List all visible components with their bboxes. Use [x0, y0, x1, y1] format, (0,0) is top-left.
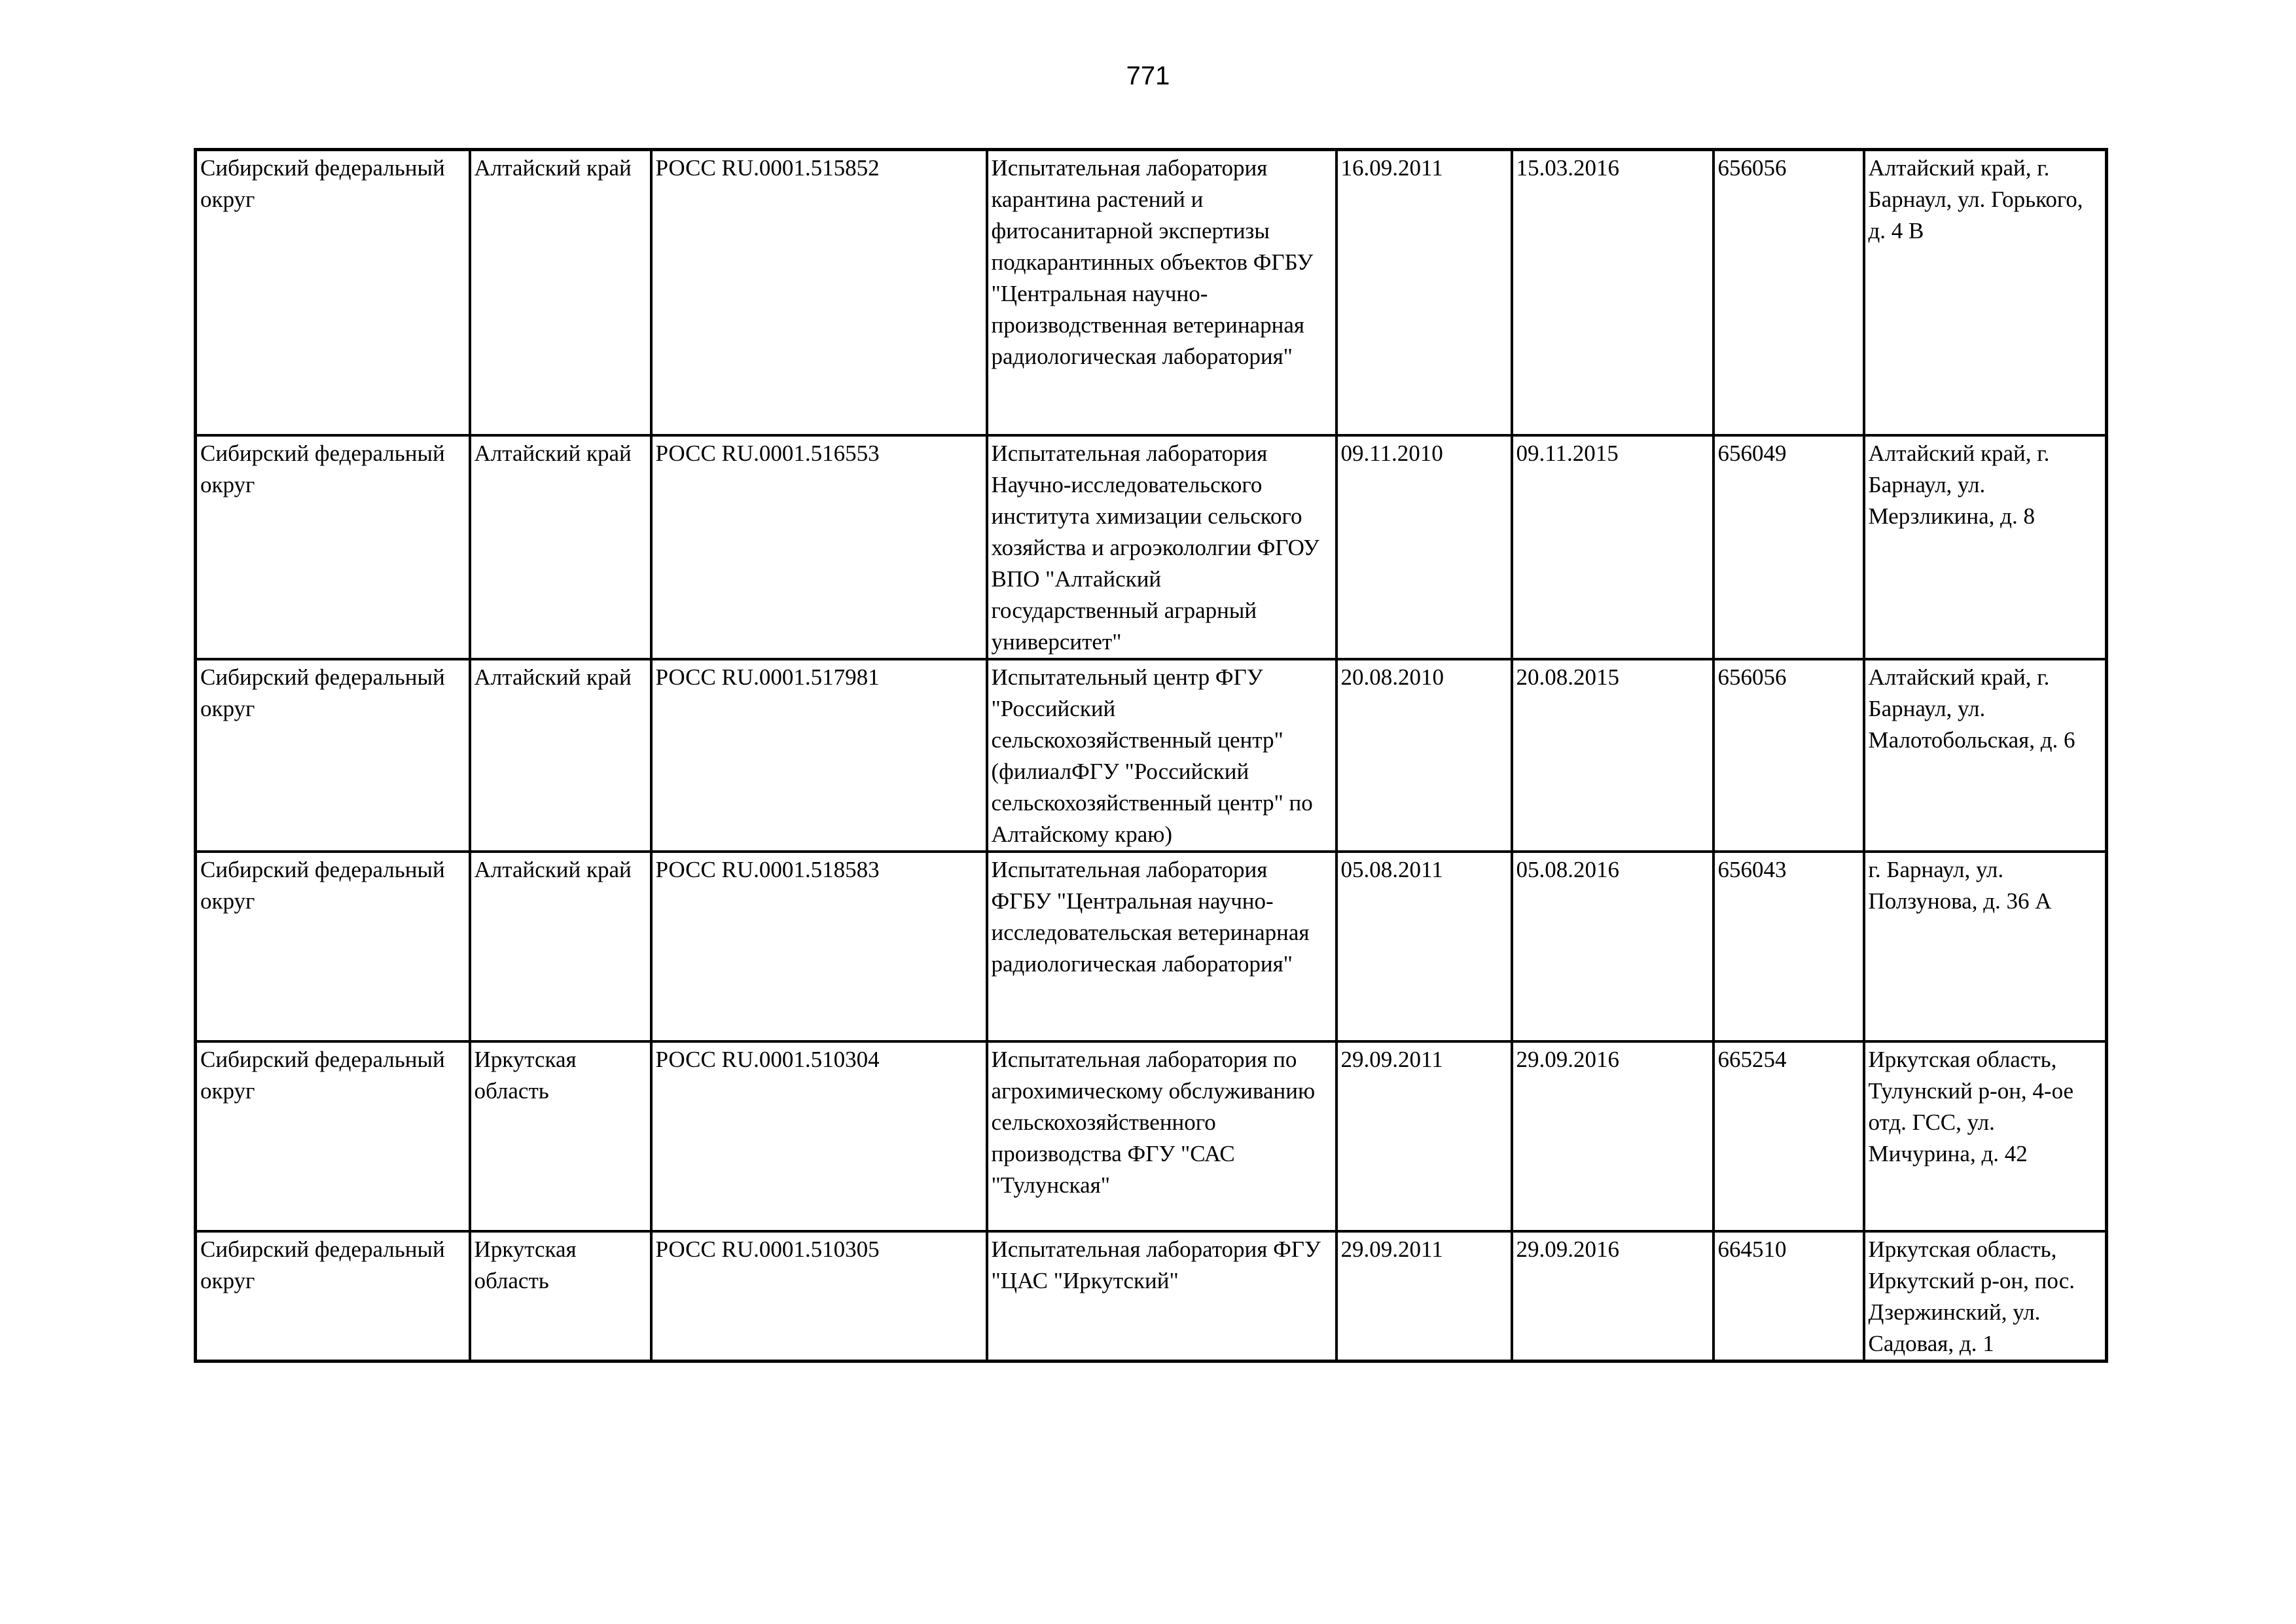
reg-number-cell: РОСС RU.0001.517981 [651, 659, 987, 852]
table-row [196, 1231, 2107, 1362]
date-to-cell: 09.11.2015 [1512, 435, 1713, 659]
table-row [196, 852, 2107, 1041]
district-cell: Сибирский федеральный округ [196, 659, 470, 852]
registry-table [194, 148, 2108, 1363]
district-cell: Сибирский федеральный округ [196, 1231, 470, 1362]
date-from-cell: 20.08.2010 [1336, 659, 1512, 852]
region-cell: Алтайский край [470, 150, 651, 436]
organization-cell: Испытательная лаборатория по агрохимическому обслуживанию сельскохозяйственного производства ФГУ "САС "Тулунская" [987, 1041, 1336, 1231]
reg-number-cell: РОСС RU.0001.510304 [651, 1041, 987, 1231]
address-cell: Алтайский край, г. Барнаул, ул. Малотобольская, д. 6 [1864, 659, 2107, 852]
district-cell: Сибирский федеральный округ [196, 1041, 470, 1231]
reg-number-cell: РОСС RU.0001.515852 [651, 150, 987, 436]
page-number: 771 [1126, 62, 1170, 90]
postal-code-cell: 656056 [1713, 659, 1864, 852]
address-cell: г. Барнаул, ул. Ползунова, д. 36 А [1864, 852, 2107, 1041]
date-from-cell: 16.09.2011 [1336, 150, 1512, 436]
date-from-cell: 05.08.2011 [1336, 852, 1512, 1041]
district-cell: Сибирский федеральный округ [196, 435, 470, 659]
region-cell: Иркутская область [470, 1041, 651, 1231]
date-from-cell: 29.09.2011 [1336, 1041, 1512, 1231]
table-row [196, 1041, 2107, 1231]
district-cell: Сибирский федеральный округ [196, 150, 470, 436]
region-cell: Алтайский край [470, 435, 651, 659]
organization-cell: Испытательная лаборатория ФГБУ "Центральная научно-исследовательская ветеринарная радиологическая лаборатория" [987, 852, 1336, 1041]
region-cell: Алтайский край [470, 852, 651, 1041]
region-cell: Алтайский край [470, 659, 651, 852]
address-cell: Алтайский край, г. Барнаул, ул. Горького, д. 4 В [1864, 150, 2107, 436]
organization-cell: Испытательный центр ФГУ "Российский сельскохозяйственный центр" (филиалФГУ "Российский сельскохозяйственный центр" по Алтайскому краю) [987, 659, 1336, 852]
organization-cell: Испытательная лаборатория Научно-исследовательского института химизации сельского хозяйства и агроэкололгии ФГОУ ВПО "Алтайский государственный аграрный университет" [987, 435, 1336, 659]
district-cell: Сибирский федеральный округ [196, 852, 470, 1041]
postal-code-cell: 656043 [1713, 852, 1864, 1041]
date-from-cell: 29.09.2011 [1336, 1231, 1512, 1362]
table-row [196, 150, 2107, 436]
date-from-cell: 09.11.2010 [1336, 435, 1512, 659]
date-to-cell: 05.08.2016 [1512, 852, 1713, 1041]
reg-number-cell: РОСС RU.0001.510305 [651, 1231, 987, 1362]
date-to-cell: 20.08.2015 [1512, 659, 1713, 852]
reg-number-cell: РОСС RU.0001.516553 [651, 435, 987, 659]
address-cell: Алтайский край, г. Барнаул, ул. Мерзликина, д. 8 [1864, 435, 2107, 659]
postal-code-cell: 665254 [1713, 1041, 1864, 1231]
date-to-cell: 15.03.2016 [1512, 150, 1713, 436]
date-to-cell: 29.09.2016 [1512, 1041, 1713, 1231]
organization-cell: Испытательная лаборатория карантина растений и фитосанитарной экспертизы подкарантинных объектов ФГБУ "Центральная научно-производственная ветеринарная радиологическая лаборатория" [987, 150, 1336, 436]
organization-cell: Испытательная лаборатория ФГУ "ЦАС "Иркутский" [987, 1231, 1336, 1362]
table-row [196, 659, 2107, 852]
date-to-cell: 29.09.2016 [1512, 1231, 1713, 1362]
postal-code-cell: 664510 [1713, 1231, 1864, 1362]
address-cell: Иркутская область, Иркутский р-он, пос. Дзержинский, ул. Садовая, д. 1 [1864, 1231, 2107, 1362]
reg-number-cell: РОСС RU.0001.518583 [651, 852, 987, 1041]
address-cell: Иркутская область, Тулунский р-он, 4-ое отд. ГСС, ул. Мичурина, д. 42 [1864, 1041, 2107, 1231]
region-cell: Иркутская область [470, 1231, 651, 1362]
postal-code-cell: 656056 [1713, 150, 1864, 436]
table-row [196, 435, 2107, 659]
postal-code-cell: 656049 [1713, 435, 1864, 659]
